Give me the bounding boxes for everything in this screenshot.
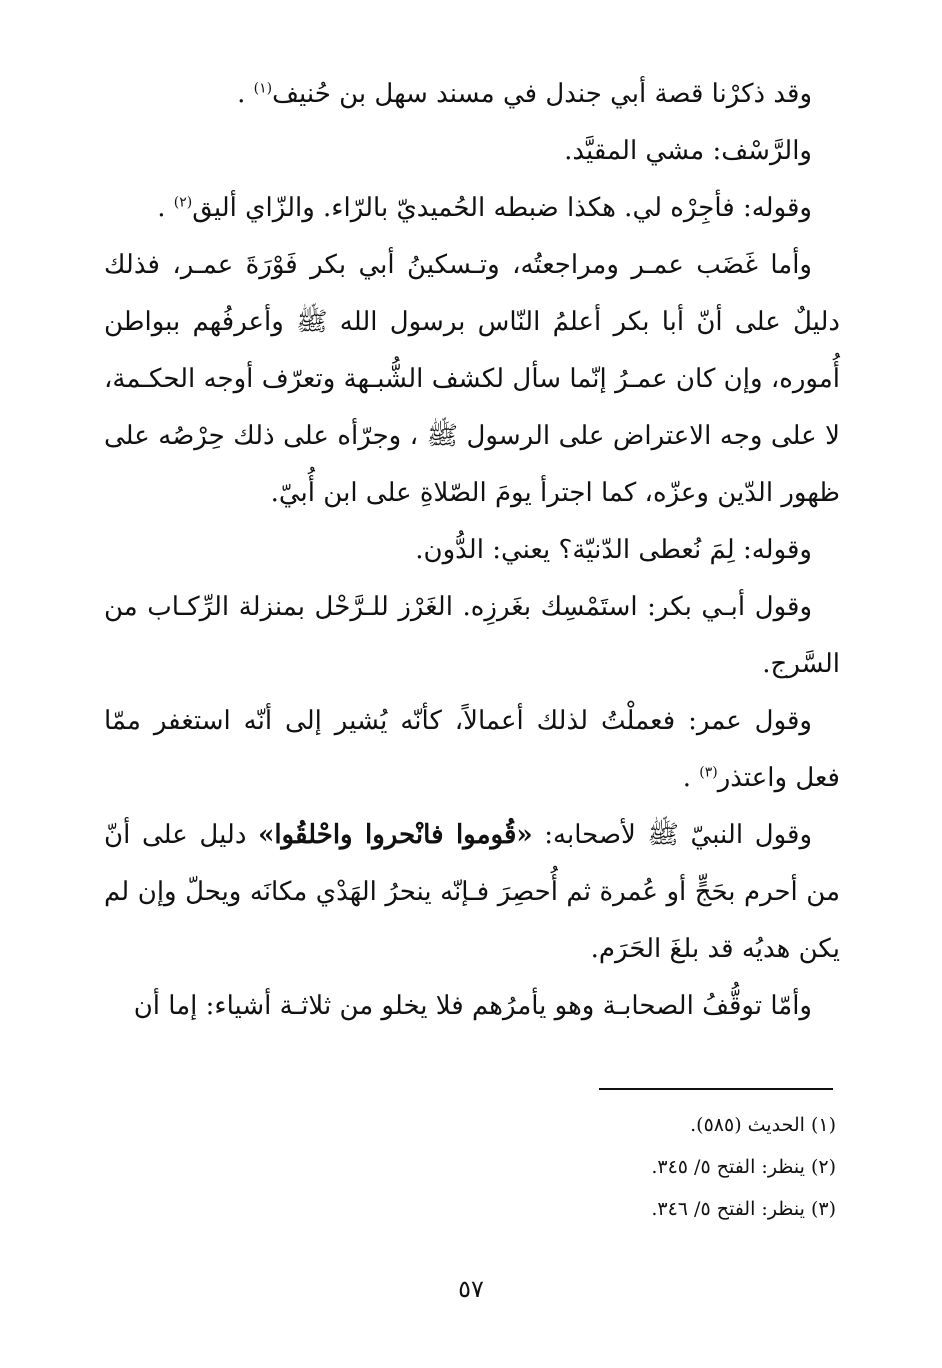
footnote-2: (٢) ينظر: الفتح ٥/ ٣٤٥. [651,1156,836,1178]
footnotes [430,1104,836,1230]
paragraph-9-text: وأمّا توقُّفُ الصحابـة وهو يأمرُهم فلا يخلو من ثلاثـة أشياء: إما أن [133,991,812,1021]
paragraph-1 [104,66,840,123]
footnote-ref-1: (١) [253,80,273,97]
footnote-3: (٣) ينظر: الفتح ٥/ ٣٤٦. [651,1198,836,1220]
paragraph-3-text: وقوله: فأجِرْه لي. هكذا ضبطه الحُميديّ بالرّاء. والزّاي أليق [192,193,812,223]
paragraph-5-text: وقوله: لِمَ نُعطى الدّنيّة؟ يعني: الدُّون. [415,535,812,565]
paragraph-9 [104,978,840,1035]
paragraph-7-tail: . [682,763,700,793]
footnote-1: (١) الحديث (٥٨٥). [690,1114,836,1136]
paragraph-3 [104,180,840,237]
paragraph-8-text: دليل على أنّ من أحرم بحَجٍّ أو عُمرة ثم أُحصِرَ فـإنّه ينحرُ الهَدْي مكانَه ويحلّ وإن لم يكن هديُه قد بلغَ الحَرَم. [104,820,840,964]
paragraph-7 [104,693,840,807]
paragraph-1-tail: . [237,79,254,109]
paragraph-8 [104,807,840,978]
paragraph-3-tail: . [157,193,174,223]
paragraph-4-text: وأما غَضَب عمـر ومراجعتُه، وتـسكينُ أبي بكر فَوْرَةَ عمـر، فذلك دليلٌ على أنّ أبا بكر أعلمُ النّاس برسول الله ﷺ وأعرفُهم ببواطن أُموره، وإن كان عمـرُ إنّما سأل لكشف الشُّبـهة وتعرّف أوجه الحكـمة، لا على وجه الاعتراض على الرسول ﷺ ، وجرّأه على ذلك حِرْصُه على ظهور الدّين وعزّه، كما اجترأ يومَ الصّلاةِ على ابن أُبيّ. [104,250,840,508]
paragraph-4 [104,237,840,522]
paragraph-2-text: والرَّسْف: مشي المقيَّد. [564,136,812,166]
page-number: ٥٧ [458,1275,484,1303]
hadith-quote: «قُوموا فانْحروا واحْلقُوا» [258,820,533,850]
paragraph-7-text: وقول عمر: فعملْتُ لذلك أعمالاً، كأنّه يُشير إلى أنّه استغفر ممّا فعل واعتذر [104,706,840,793]
paragraph-5 [104,522,840,579]
paragraph-2 [104,123,840,180]
footnote-separator [599,1088,833,1090]
paragraph-6-text: وقول أبـي بكر: استَمْسِك بغَرزِه. الغَرْز للـرَّحْل بمنزلة الرِّكـاب من السَّرج. [104,592,840,679]
paragraph-6 [104,579,840,693]
paragraph-1-text: وقد ذكرْنا قصة أبي جندل في مسند سهل بن حُنيف [272,79,812,109]
paragraph-8-intro: وقول النبيّ ﷺ لأصحابه: [532,820,812,850]
main-text [104,66,840,1035]
footnote-ref-2: (٢) [173,194,193,211]
footnote-ref-3: (٣) [699,764,718,781]
